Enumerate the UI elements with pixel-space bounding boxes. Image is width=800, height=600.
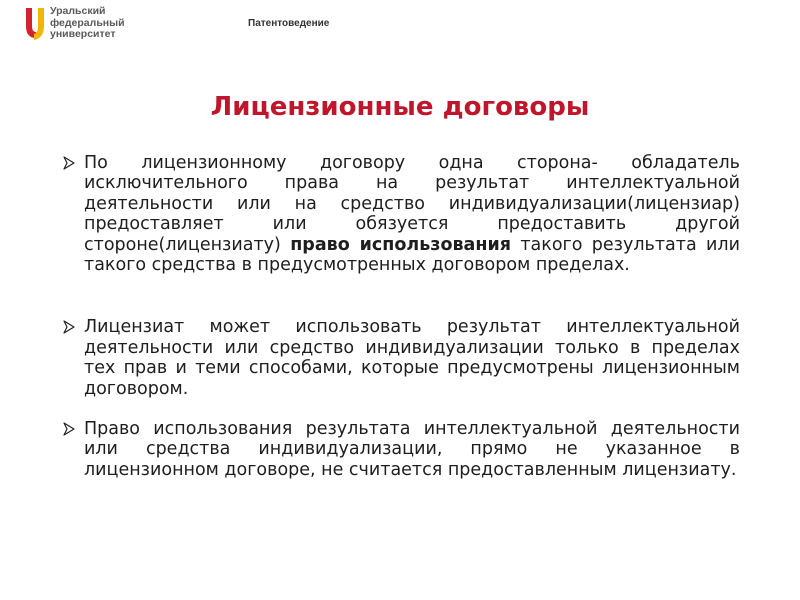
bullet-item-3 bbox=[62, 419, 740, 480]
arrow-bullet-icon bbox=[62, 422, 76, 436]
arrow-bullet-icon bbox=[62, 156, 76, 170]
slide-title: Лицензионные договоры bbox=[210, 92, 590, 122]
bullet-list bbox=[62, 153, 740, 480]
bullet-1-text-end: такого результата или такого средства в предусмотренных договором пределах. bbox=[84, 234, 740, 276]
bullet-2-text: Лицензиат может использовать результат интеллектуальной деятельности или средство индивидуализации только в пределах тех прав и теми способами, которые предусмотрены лицензионным договором. bbox=[84, 317, 740, 399]
logo-line-1: Уральский bbox=[50, 5, 106, 17]
logo-mark-icon bbox=[24, 6, 46, 42]
logo-line-3: университет bbox=[50, 28, 116, 40]
logo-text bbox=[50, 6, 146, 41]
university-logo bbox=[24, 4, 144, 44]
arrow-bullet-icon bbox=[62, 320, 76, 334]
bullet-1-text-start: По лицензионному договору одна сторона- обладатель исключительного права на результат интеллектуальной деятельности или на средство индивидуализации(лицензиар) предоставляет или обязуется предоставить другой стороне(лицензиату) bbox=[84, 153, 740, 255]
bullet-3-text: Право использования результата интеллектуальной деятельности или средства индивидуализации, прямо не указанное в лицензионном договоре, не считается предоставленным лицензиату. bbox=[84, 419, 740, 480]
bullet-1-bold-text: право использования bbox=[290, 234, 511, 255]
bullet-item-2 bbox=[62, 317, 740, 399]
course-name: Патентоведение bbox=[248, 18, 330, 29]
logo-line-2: федеральный bbox=[50, 16, 125, 29]
bullet-item-1 bbox=[62, 153, 740, 275]
